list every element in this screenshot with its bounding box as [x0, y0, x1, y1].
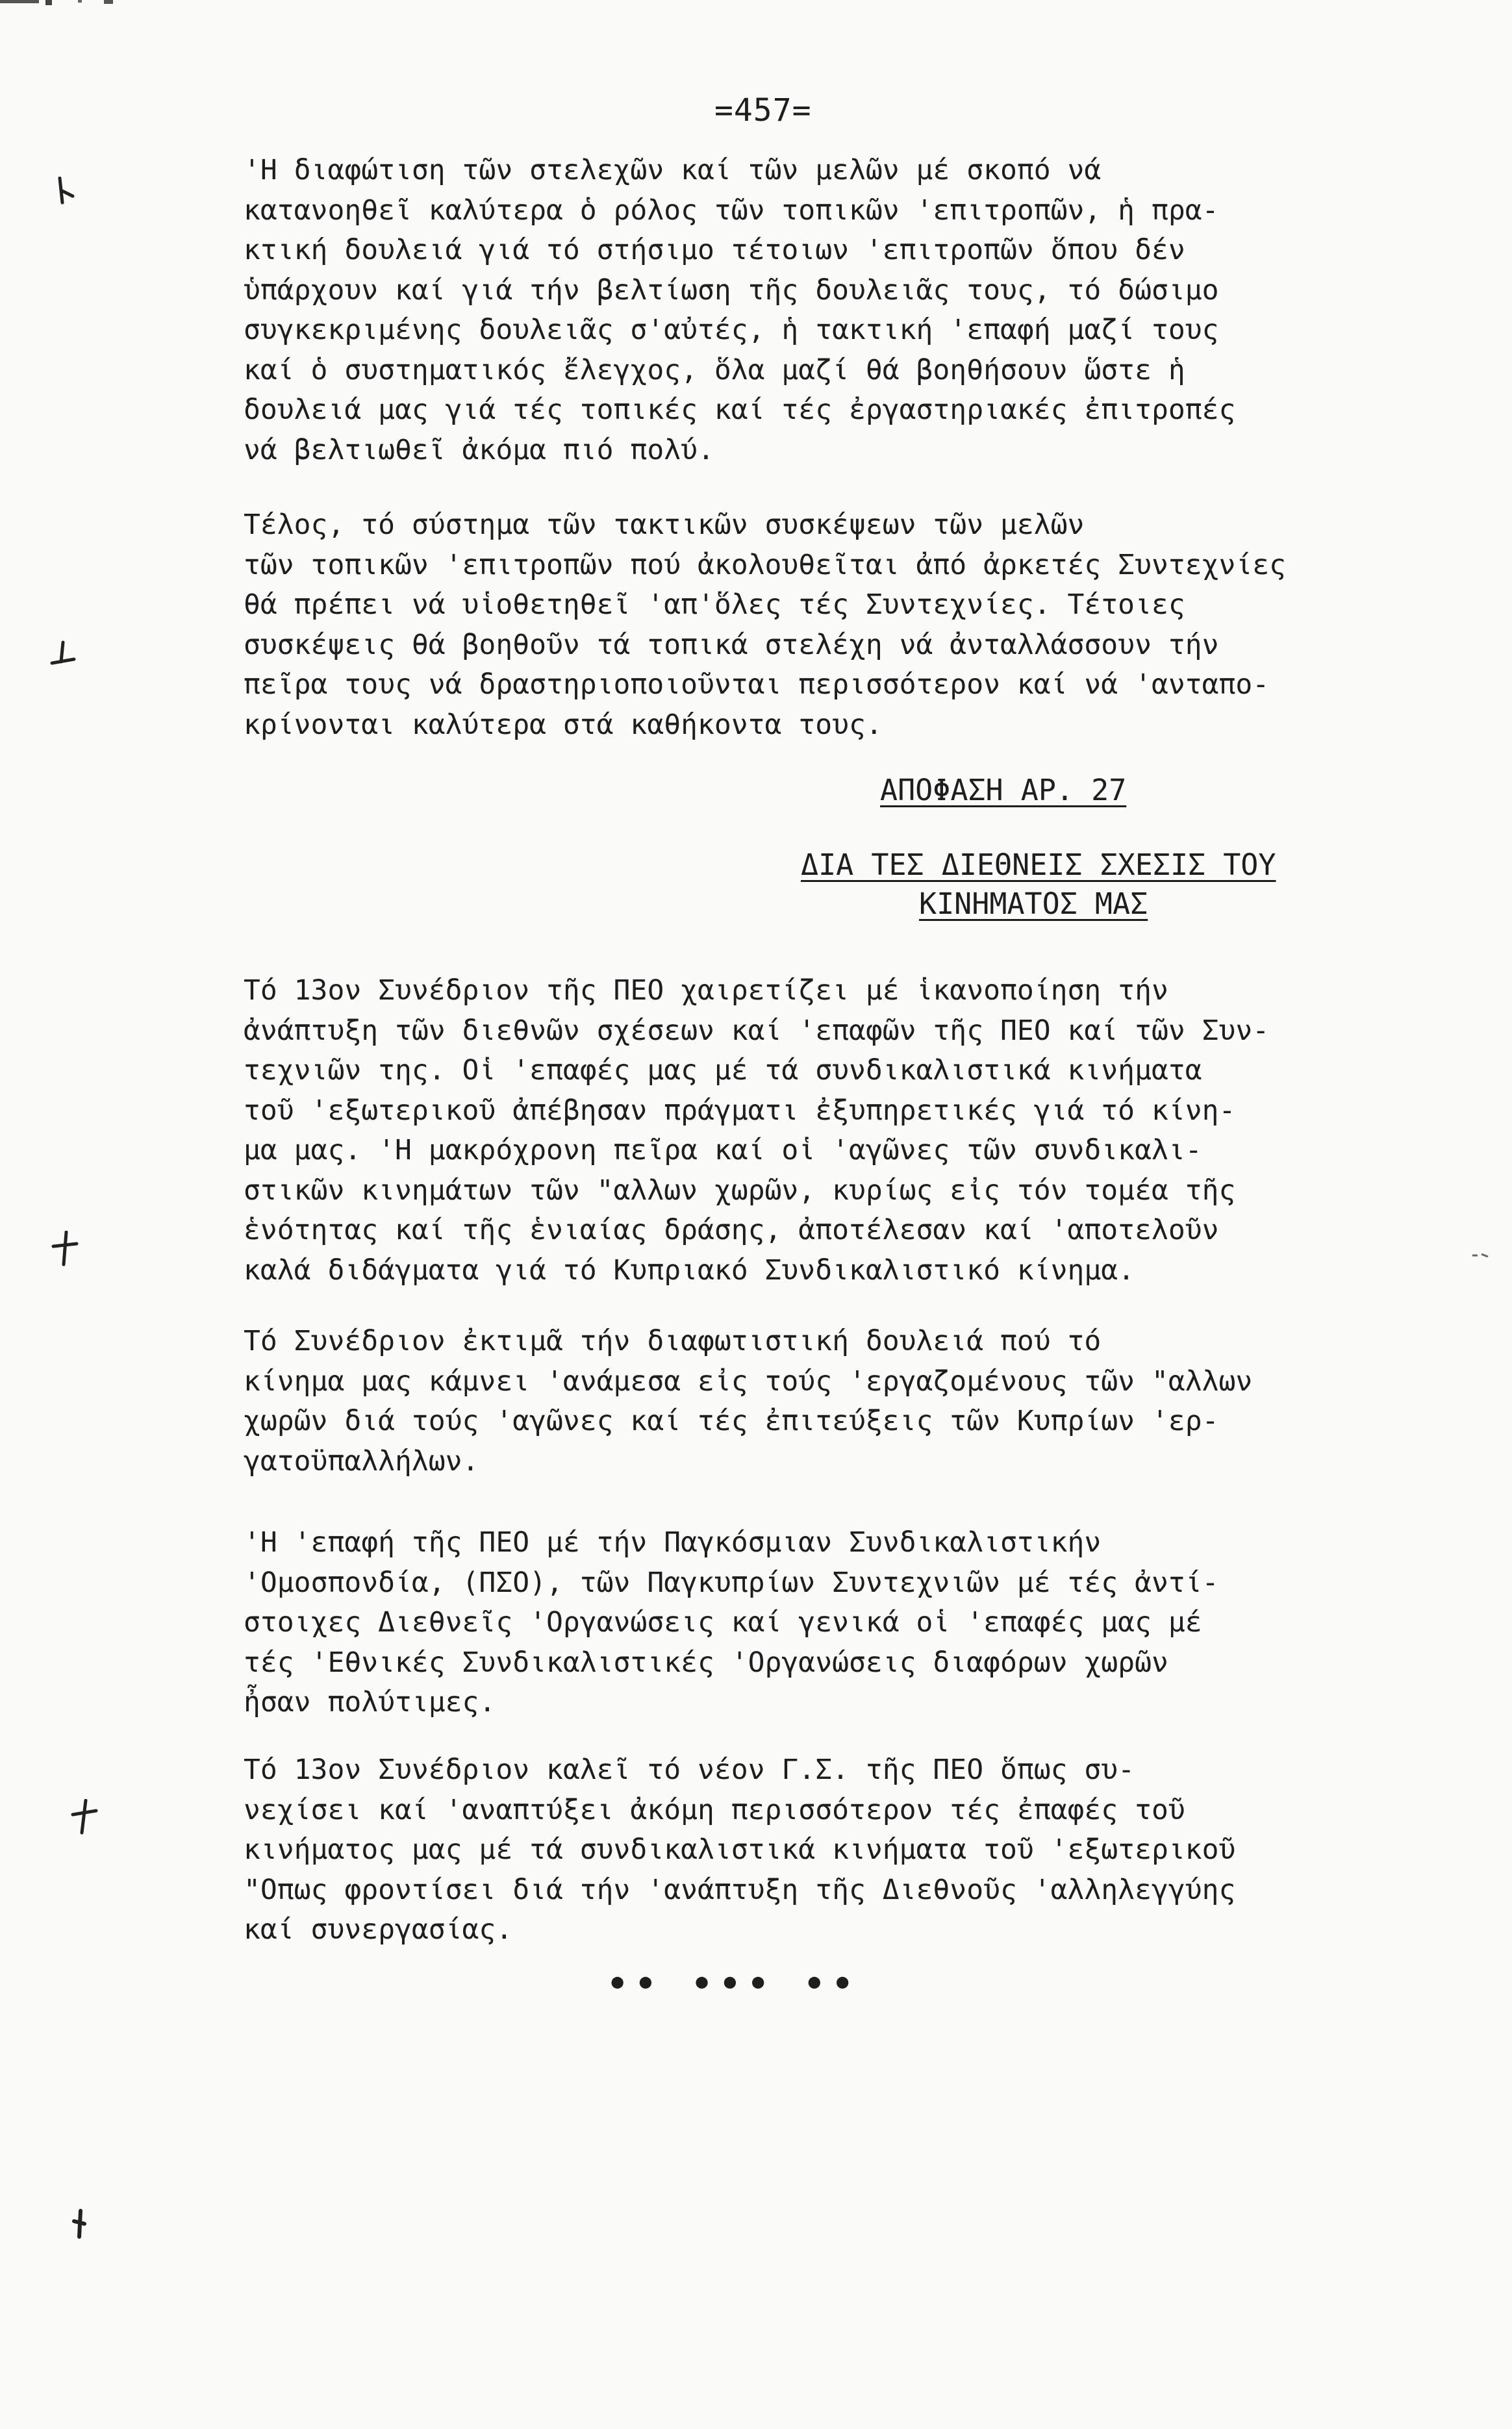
- section-title-line-1: ΔΙΑ ΤΕΣ ΔΙΕΘΝΕΙΣ ΣΧΕΣΙΣ ΤΟΥ: [801, 848, 1276, 882]
- margin-mark-icon: [70, 2208, 90, 2241]
- margin-mark-icon: [70, 1799, 99, 1835]
- margin-mark-icon: [51, 1231, 79, 1267]
- paragraph-call-to-continue: Τό 13ον Συνέδριον καλεῖ τό νέον Γ.Σ. τῆς ΠΕΟ ὅπως συ- νεχίσει καί 'αναπτύξει ἀκόμη περισσότερον τές ἐπαφές τοῦ κινήματος μας μέ τά συνδικαλιστικά κινήματα τοῦ 'εξωτερικοῦ "Οπως φροντίσει διά τήν 'ανάπτυξη τῆς Διεθνοῦς 'αλληλεγγύης καί συνεργασίας.: [244, 1754, 1236, 1946]
- margin-speck: [1471, 1250, 1491, 1261]
- paragraph-international-relations: Τό 13ον Συνέδριον τῆς ΠΕΟ χαιρετίζει μέ ἱκανοποίηση τήν ἀνάπτυξη τῶν διεθνῶν σχέσεων καί 'επαφῶν τῆς ΠΕΟ καί τῶν Συν- τεχνιῶν της. Οἱ 'επαφές μας μέ τά συνδικαλιστικά κινήματα τοῦ 'εξωτερικοῦ ἀπέβησαν πράγματι ἐξυπηρετικές γιά τό κίνη- μα μας. 'Η μακρόχρονη πεῖρα καί οἱ 'αγῶνες τῶν συνδικαλι- στικῶν κινημάτων τῶν "αλλων χωρῶν, κυρίως εἰς τόν τομέα τῆς ἑνότητας καί τῆς ἑνιαίας δράσης, ἀποτέλεσαν καί 'αποτελοῦν καλά διδάγματα γιά τό Κυπριακό Συνδικαλιστικό κίνημα.: [244, 974, 1270, 1287]
- paragraph-training-cadres: 'Η διαφώτιση τῶν στελεχῶν καί τῶν μελῶν μέ σκοπό νά κατανοηθεῖ καλύτερα ὁ ρόλος τῶν τοπικῶν 'επιτροπῶν, ἡ πρα- κτική δουλειά γιά τό στήσιμο τέτοιων 'επιτροπῶν ὅπου δέν ὑπάρχουν καί γιά τήν βελτίωση τῆς δουλειᾶς τους, τό δώσιμο συγκεκριμένης δουλειᾶς σ'αὐτές, ἡ τακτική 'επαφή μαζί τους καί ὁ συστηματικός ἔλεγχος, ὅλα μαζί θά βοηθήσουν ὥστε ἡ δουλειά μας γιά τές τοπικές καί τές ἐργαστηριακές ἐπιτροπές νά βελτιωθεῖ ἀκόμα πιό πολύ.: [244, 154, 1236, 466]
- ellipsis-separator: •• ••• ••: [607, 1965, 861, 2004]
- scan-edge-marks: [0, 0, 1512, 9]
- paragraph-meetings-system: Τέλος, τό σύστημα τῶν τακτικῶν συσκέψεων τῶν μελῶν τῶν τοπικῶν 'επιτροπῶν πού ἀκολουθεῖται ἀπό ἀρκετές Συντεχνίες θά πρέπει νά υἱοθετηθεῖ 'απ'ὅλες τές Συντεχνίες. Τέτοιες συσκέψεις θά βοηθοῦν τά τοπικά στελέχη νά ἀνταλλάσσουν τήν πεῖρα τους νά δραστηριοποιοῦνται περισσότερον καί νά 'ανταπο- κρίνονται καλύτερα στά καθήκοντα τους.: [244, 509, 1287, 741]
- page-number: =457=: [714, 92, 812, 129]
- paragraph-enlightenment-work: Τό Συνέδριον ἐκτιμᾶ τήν διαφωτιστική δουλειά πού τό κίνημα μας κάμνει 'ανάμεσα εἰς τούς 'εργαζομένους τῶν "αλλων χωρῶν διά τούς 'αγῶνες καί τές ἐπιτεύξεις τῶν Κυπρίων 'ερ- γατοϋπαλλήλων.: [244, 1325, 1253, 1478]
- margin-mark-icon: [53, 177, 79, 207]
- decision-heading: ΑΠΟΦΑΣΗ ΑΡ. 27: [880, 773, 1127, 807]
- section-title-line-2: ΚΙΝΗΜΑΤΟΣ ΜΑΣ: [919, 887, 1148, 921]
- margin-mark-icon: [47, 640, 79, 667]
- paragraph-wftu-contacts: 'Η 'επαφή τῆς ΠΕΟ μέ τήν Παγκόσμιαν Συνδικαλιστικήν 'Ομοσπονδία, (ΠΣΟ), τῶν Παγκυπρίων Συντεχνιῶν μέ τές ἀντί- στοιχες Διεθνεῖς 'Οργανώσεις καί γενικά οἱ 'επαφές μας μέ τές 'Εθνικές Συνδικαλιστικές 'Οργανώσεις διαφόρων χωρῶν ἦσαν πολύτιμες.: [244, 1526, 1219, 1718]
